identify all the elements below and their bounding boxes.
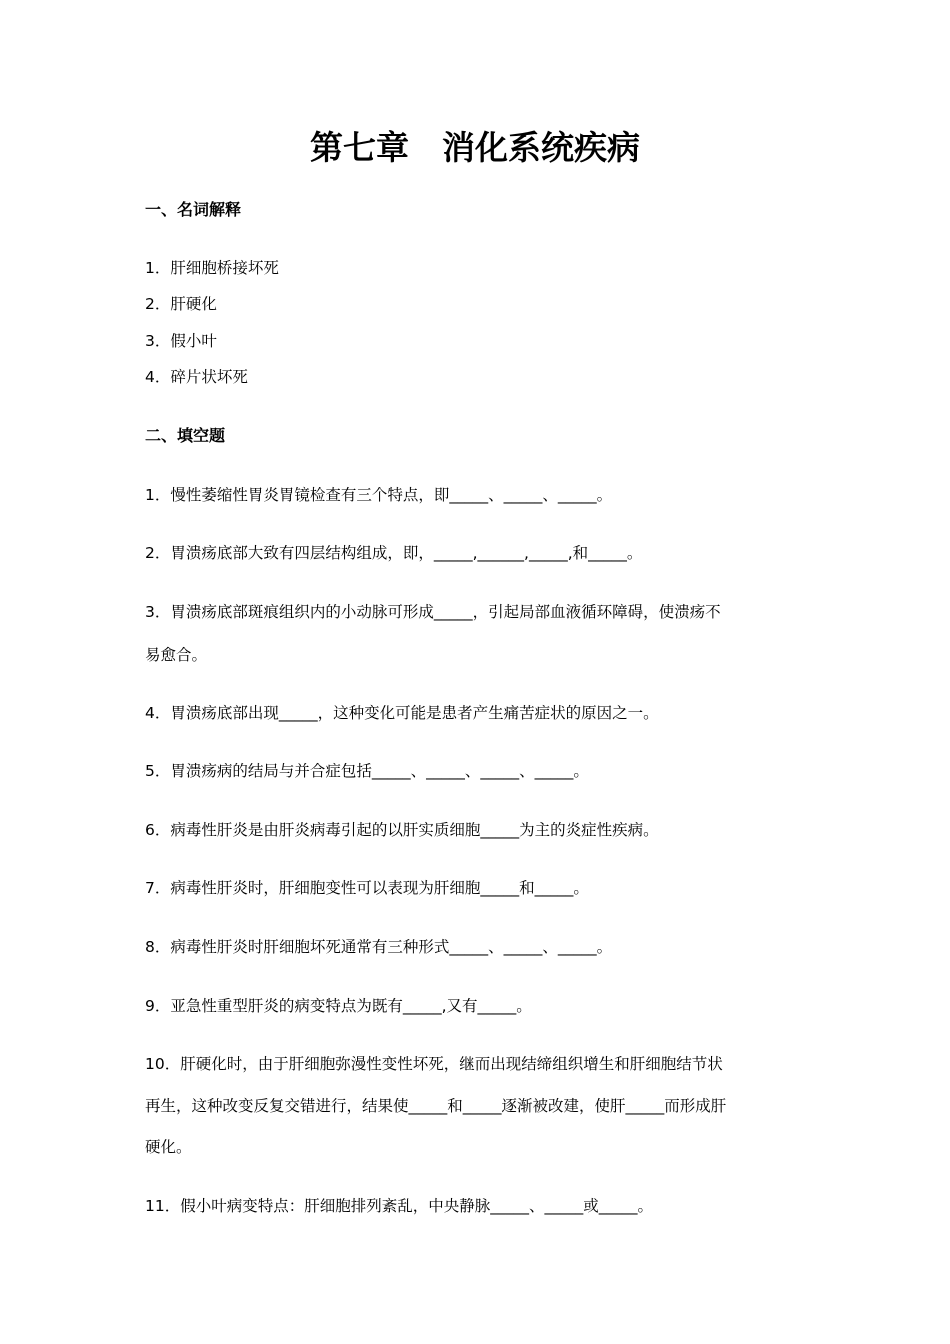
question-line: 6．病毒性肝炎是由肝炎病毒引起的以肝实质细胞_____为主的炎症性疾病。 <box>145 821 659 839</box>
question-line: 8．病毒性肝炎时肝细胞坏死通常有三种形式_____、_____、_____。 <box>145 938 613 956</box>
section-heading-fill-blank: 二、填空题 <box>145 426 226 445</box>
question-line: 2．胃溃疡底部大致有四层结构组成，即，_____,______,_____,和_____。 <box>145 544 643 562</box>
term-item: 2．肝硬化 <box>145 295 217 313</box>
term-item: 3．假小叶 <box>145 332 217 350</box>
question-line: 10．肝硬化时，由于肝细胞弥漫性变性坏死，继而出现结缔组织增生和肝细胞结节状 <box>145 1055 723 1073</box>
term-item: 4．碎片状坏死 <box>145 368 248 386</box>
question-line-continued: 再生，这种改变反复交错进行，结果使_____和_____逐渐被改建，使肝_____而形成肝 <box>145 1097 727 1115</box>
question-line: 5．胃溃疡病的结局与并合症包括_____、_____、_____、_____。 <box>145 762 589 780</box>
question-line-continued: 易愈合。 <box>145 646 208 664</box>
question-line: 9．亚急性重型肝炎的病变特点为既有_____,又有_____。 <box>145 997 532 1015</box>
question-line: 1．慢性萎缩性胃炎胃镜检查有三个特点，即_____、_____、_____。 <box>145 486 613 504</box>
section-heading-terms: 一、名词解释 <box>145 200 242 219</box>
question-line: 7．病毒性肝炎时，肝细胞变性可以表现为肝细胞_____和_____。 <box>145 879 589 897</box>
question-line: 4．胃溃疡底部出现_____，这种变化可能是患者产生痛苦症状的原因之一。 <box>145 704 659 722</box>
question-line: 3．胃溃疡底部斑痕组织内的小动脉可形成_____，引起局部血液循环障碍，使溃疡不 <box>145 603 721 621</box>
question-line-continued: 硬化。 <box>145 1138 192 1156</box>
term-item: 1．肝细胞桥接坏死 <box>145 259 279 277</box>
question-line: 11．假小叶病变特点：肝细胞排列紊乱，中央静脉_____、_____或_____。 <box>145 1197 653 1215</box>
page-title: 第七章 消化系统疾病 <box>310 128 640 167</box>
